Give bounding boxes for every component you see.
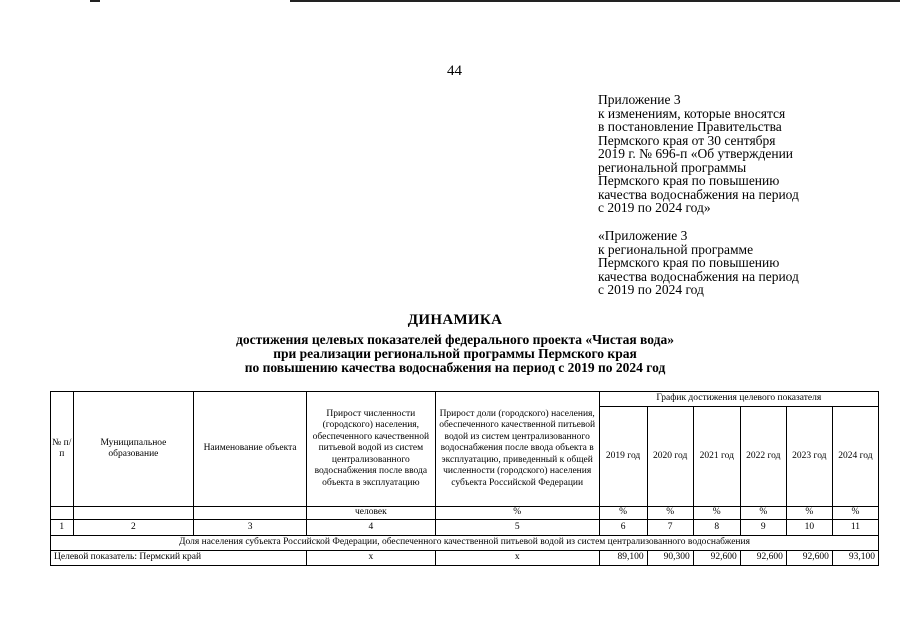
unit-cell: % — [740, 507, 786, 520]
target-value: 93,100 — [832, 551, 878, 566]
document-title — [150, 312, 760, 375]
section-title: Доля населения субъекта Российской Федерации, обеспеченного качественной питьевой водой из систем централизованного водоснабжения — [51, 536, 879, 551]
column-number: 1 — [51, 520, 74, 536]
target-col5: х — [435, 551, 599, 566]
appendix-line: региональной программы — [598, 159, 747, 175]
header-municipality: Муниципальное образование — [73, 392, 194, 507]
header-year: 2020 год — [647, 407, 693, 507]
appendix-line: Пермского края по повышению — [598, 255, 780, 270]
title-line: достижения целевых показателей федерального проекта «Чистая вода» — [236, 332, 674, 347]
target-value: 92,600 — [786, 551, 832, 566]
unit-cell — [73, 507, 194, 520]
unit-cell: человек — [306, 507, 435, 520]
page-top-border-right — [290, 0, 900, 2]
target-value: 89,100 — [599, 551, 647, 566]
header-year: 2024 год — [832, 407, 878, 507]
title-line: при реализации региональной программы Пермского края — [273, 346, 637, 361]
column-number: 5 — [435, 520, 599, 536]
target-col4: х — [306, 551, 435, 566]
appendix-line: Пермского края от 30 сентября — [598, 132, 776, 148]
unit-cell: % — [647, 507, 693, 520]
appendix-line: Пермского края по повышению — [598, 173, 780, 188]
page-top-border-left — [90, 0, 100, 2]
title-main: ДИНАМИКА — [407, 312, 503, 328]
header-num: № п/п — [51, 392, 74, 507]
header-year: 2019 год — [599, 407, 647, 507]
unit-cell: % — [832, 507, 878, 520]
column-number: 2 — [73, 520, 194, 536]
unit-cell: % — [599, 507, 647, 520]
page-number: 44 — [447, 63, 462, 79]
appendix-line: к региональной программе — [598, 241, 754, 257]
target-value: 90,300 — [647, 551, 693, 566]
unit-cell: % — [693, 507, 740, 520]
target-value: 92,600 — [740, 551, 786, 566]
title-line: по повышению качества водоснабжения на период с 2019 по 2024 год — [244, 360, 666, 375]
unit-cell — [51, 507, 74, 520]
appendix-line: с 2019 по 2024 год» — [598, 200, 711, 215]
appendix-note-amendments — [598, 93, 799, 215]
column-number: 10 — [786, 520, 832, 536]
unit-cell — [194, 507, 307, 520]
appendix-line: 2019 г. № 696-п «Об утверждении — [598, 146, 794, 161]
header-population-growth: Прирост численности (городского) населения, обеспеченного качественной питьевой водой из систем централизованного водоснабжения после ввода объекта в эксплуатацию — [306, 392, 435, 507]
column-number: 11 — [832, 520, 878, 536]
appendix-note-program — [598, 229, 799, 297]
dynamics-table — [50, 391, 879, 566]
header-year: 2021 год — [693, 407, 740, 507]
column-number: 6 — [599, 520, 647, 536]
appendix-line: «Приложение 3 — [598, 228, 688, 243]
appendix-line: к изменениям, которые вносятся — [598, 105, 786, 121]
column-number: 4 — [306, 520, 435, 536]
appendix-line: качества водоснабжения на период — [598, 186, 799, 202]
header-schedule: График достижения целевого показателя — [599, 392, 878, 407]
appendix-line: Приложение 3 — [598, 92, 681, 107]
column-number: 9 — [740, 520, 786, 536]
column-number: 8 — [693, 520, 740, 536]
header-share-growth: Прирост доли (городского) населения, обеспеченного качественной питьевой водой из систем централизованного водоснабжения после ввода объекта в эксплуатацию, приведенный к общей численности (городского) населения субъекта Российской Федерации — [435, 392, 599, 507]
unit-cell: % — [435, 507, 599, 520]
appendix-line: с 2019 по 2024 год — [598, 282, 704, 297]
unit-cell: % — [786, 507, 832, 520]
target-value: 92,600 — [693, 551, 740, 566]
target-indicator-label: Целевой показатель: Пермский край — [51, 551, 307, 566]
column-number: 3 — [194, 520, 307, 536]
header-object: Наименование объекта — [194, 392, 307, 507]
column-number: 7 — [647, 520, 693, 536]
appendix-line: качества водоснабжения на период — [598, 268, 799, 284]
appendix-line: в постановление Правительства — [598, 119, 782, 134]
header-year: 2022 год — [740, 407, 786, 507]
header-year: 2023 год — [786, 407, 832, 507]
